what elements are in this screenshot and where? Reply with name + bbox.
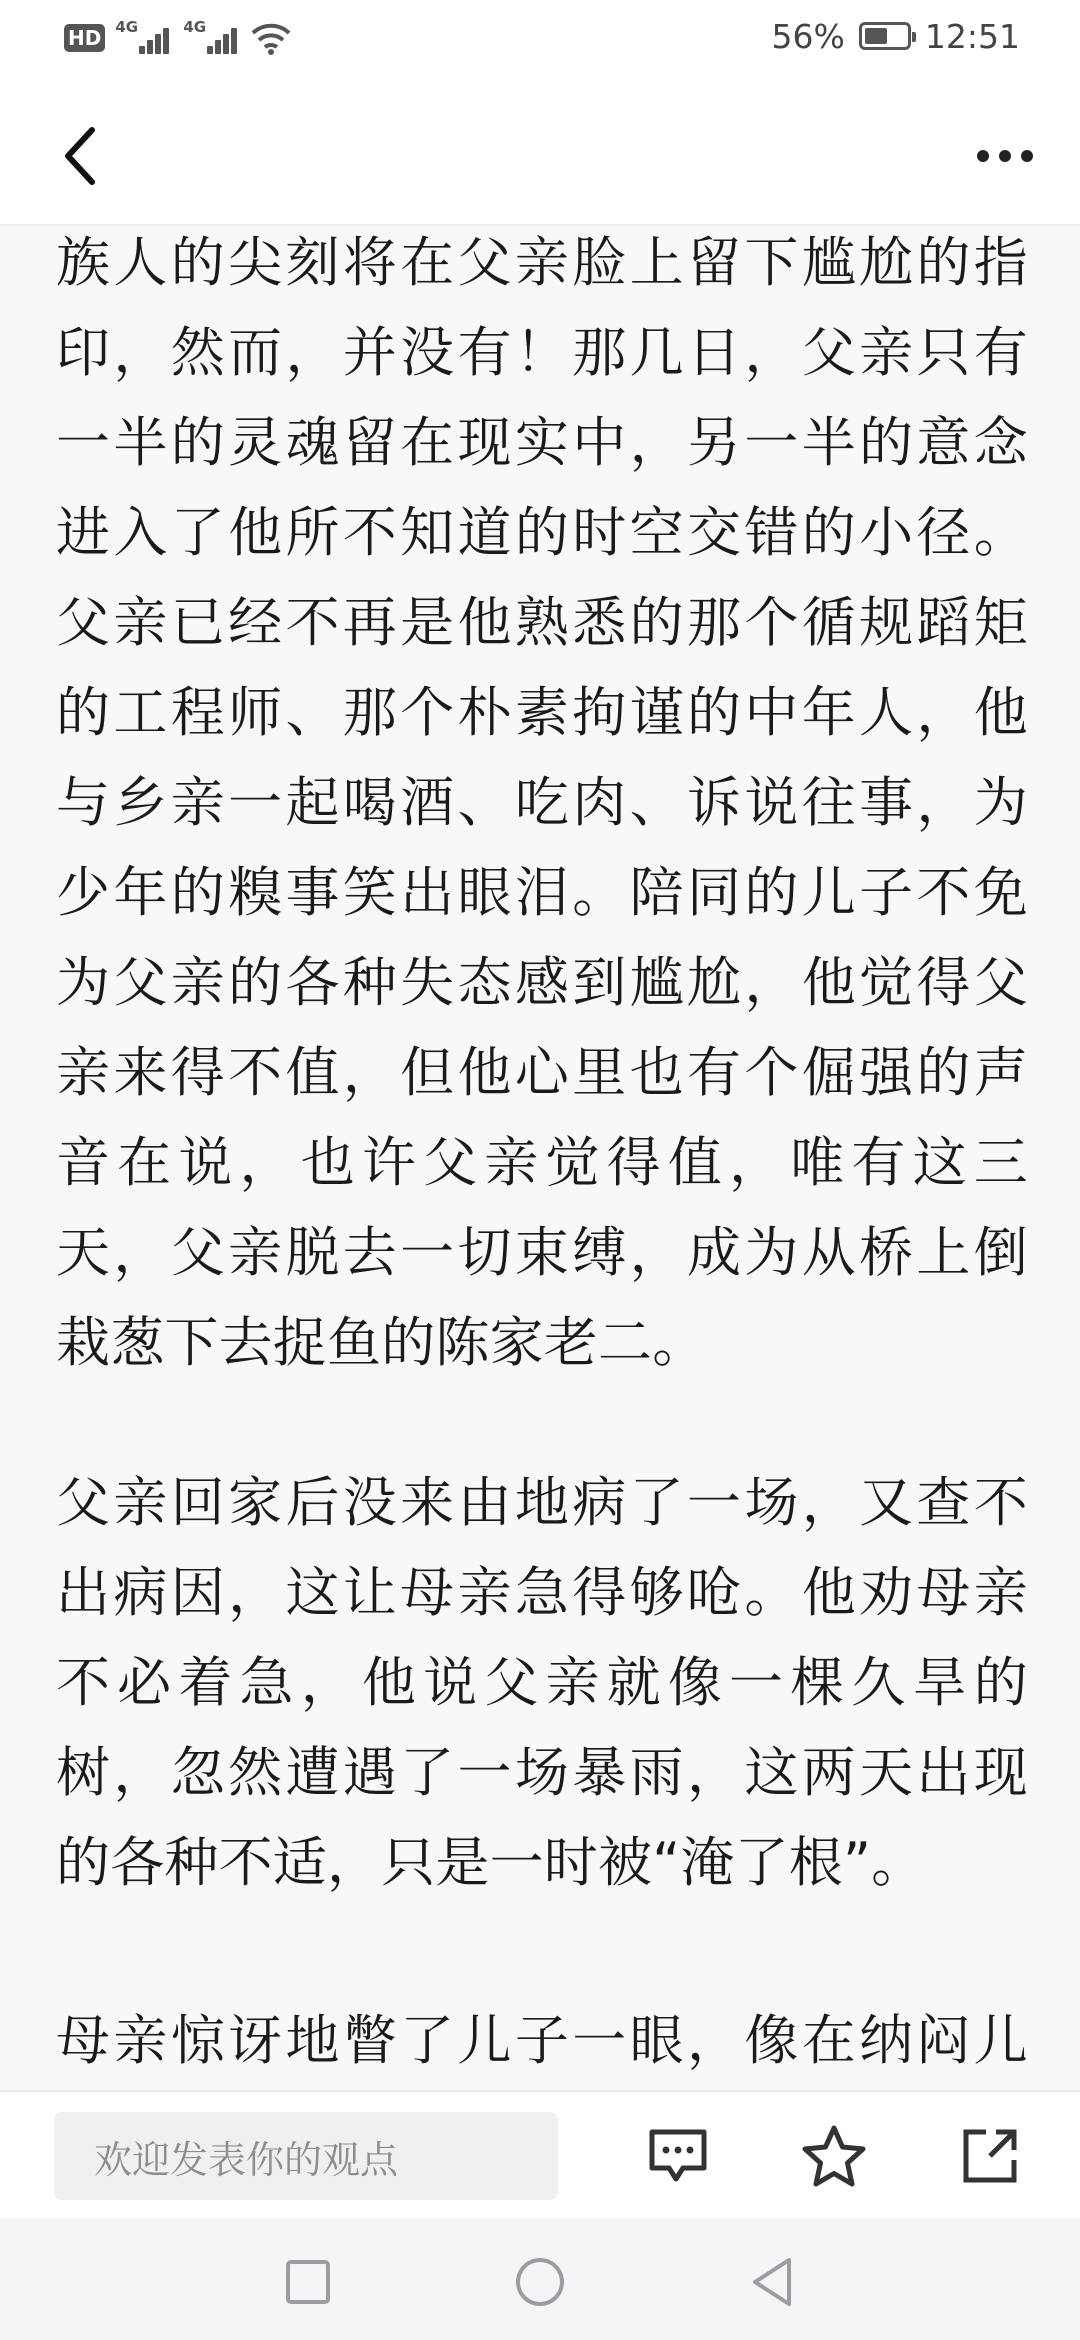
recents-button[interactable] — [280, 2254, 336, 2310]
bottom-action-bar — [0, 2090, 1080, 2218]
share-button[interactable] — [950, 2114, 1030, 2198]
share-icon — [960, 2126, 1020, 2186]
more-options-button[interactable] — [950, 116, 1060, 196]
more-dots-icon — [977, 150, 989, 162]
status-right — [772, 14, 1020, 58]
signal-icon: 4G — [183, 20, 241, 56]
article-paragraph: 父亲回家后没来由地病了一场，又查不出病因，这让母亲急得够呛。他劝母亲不必着急，他说父亲就像一棵久旱的树，忽然遭遇了一场暴雨，这两天出现的各种不适，只是一时被“淹了根”。 — [56, 1471, 1028, 1894]
favorite-button[interactable] — [794, 2114, 874, 2198]
signal-icon: 4G — [115, 20, 173, 56]
article-paragraph: 族人的尖刻将在父亲脸上留下尴尬的指印，然而，并没有！那几日，父亲只有一半的灵魂留在现实中，另一半的意念进入了他所不知道的时空交错的小径。父亲已经不再是他熟悉的那个循规蹈矩的工程师、那个朴素拘谨的中年人，他与乡亲一起喝酒、吃肉、诉说往事，为少年的糗事笑出眼泪。陪同的儿子不免为父亲的各种失态感到尴尬，他觉得父亲来得不值，但他心里也有个倔强的声音在说，也许父亲觉得值，唯有这三天，父亲脱去一切束缚，成为从桥上倒栽葱下去捉鱼的陈家老二。 — [56, 231, 1028, 1374]
comment-icon — [647, 2127, 709, 2185]
status-bar — [0, 0, 1080, 76]
home-button[interactable] — [512, 2254, 568, 2310]
system-nav-bar — [0, 2218, 1080, 2340]
clock: 12:51 — [924, 16, 1020, 56]
comments-button[interactable] — [638, 2114, 718, 2198]
wifi-icon — [251, 21, 291, 55]
hd-icon: HD — [64, 24, 105, 52]
comment-input[interactable]: 欢迎发表你的观点 — [54, 2112, 558, 2200]
home-circle-icon — [514, 2256, 566, 2308]
star-icon — [801, 2124, 867, 2188]
article-paragraph: 母亲惊讶地瞥了儿子一眼，像在纳闷儿 — [56, 2009, 1028, 2072]
article-content — [0, 226, 1080, 2090]
recents-square-icon — [285, 2259, 331, 2305]
battery-icon — [859, 22, 911, 50]
top-nav-bar — [0, 76, 1080, 226]
back-button[interactable] — [40, 116, 120, 196]
status-left-icons — [64, 18, 291, 58]
chevron-left-icon — [60, 126, 100, 186]
battery-percent: 56% — [771, 16, 845, 56]
system-back-button[interactable] — [744, 2254, 800, 2310]
back-triangle-icon — [749, 2256, 795, 2308]
